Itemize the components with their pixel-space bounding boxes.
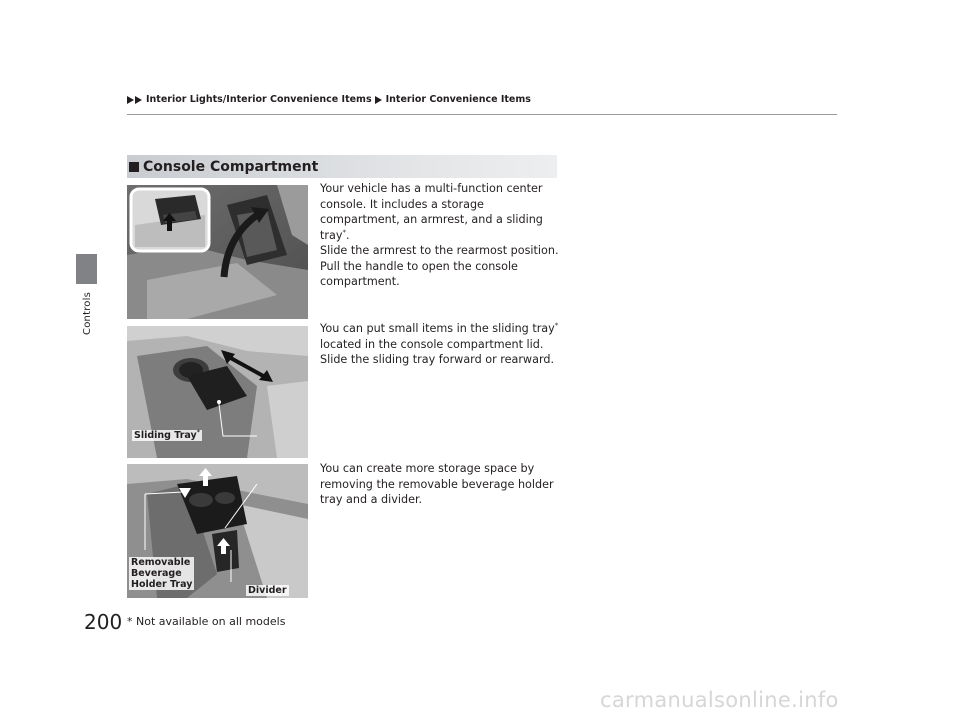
paragraph-storage: You can create more storage space by removing the removable beverage holder tray and a divider. [320, 462, 554, 506]
section-header [127, 155, 557, 178]
breadcrumb [127, 94, 534, 105]
callout-sliding-tray: Sliding Tray* [134, 428, 200, 441]
callout-divider: Divider [248, 585, 287, 596]
chevron-icon [375, 96, 383, 104]
paragraph-sliding-tray: You can put small items in the sliding tray* located in the console compartment lid. Slide the sliding tray forward or rearward. [320, 321, 559, 366]
armrest-photo [127, 185, 308, 319]
breadcrumb-item[interactable]: Interior Convenience Items [385, 94, 531, 105]
section-square-icon [129, 162, 139, 172]
section-title: Console Compartment [143, 158, 319, 175]
page-number: 200 [84, 610, 123, 634]
footnote: * Not available on all models [127, 615, 286, 628]
chapter-tab[interactable] [76, 254, 97, 284]
breadcrumb-item[interactable]: Interior Lights/Interior Convenience Items [146, 94, 372, 105]
watermark: carmanualsonline.info [600, 688, 839, 712]
header-rule [127, 114, 837, 115]
chapter-label: Controls [82, 292, 93, 335]
double-chevron-icon [127, 96, 143, 104]
paragraph-intro: Your vehicle has a multi-function center console. It includes a storage compartment, an armrest, and a sliding tray*. Slide the armrest to the rearmost position. Pull the handle to open the console compartment. [320, 182, 559, 288]
callout-beverage-holder: Removable Beverage Holder Tray [131, 557, 193, 590]
